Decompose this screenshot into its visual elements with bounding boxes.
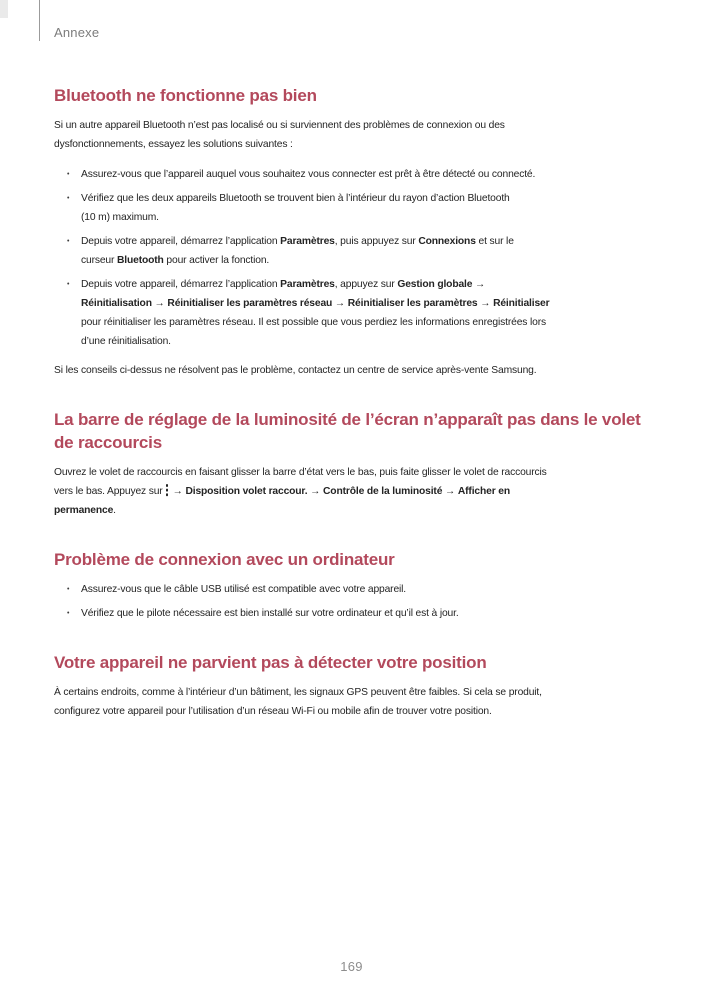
section-computer-connection bbox=[54, 548, 652, 623]
header-rule bbox=[39, 0, 40, 41]
section-title: Votre appareil ne parvient pas à détecter votre position bbox=[54, 653, 487, 672]
page-number: 169 bbox=[340, 959, 363, 974]
section-bluetooth-issue bbox=[54, 84, 652, 380]
section-title: La barre de réglage de la luminosité de l’écran n’apparaît pas dans le volet de raccourcis bbox=[54, 410, 641, 452]
paragraph: Ouvrez le volet de raccourcis en faisant glisser la barre d’état vers le bas, puis faite glisser le volet de raccourcis vers le bas. Appuyez sur → Disposition volet raccour. → Contrôle de la luminosité → Afficher en permanence. bbox=[54, 467, 547, 516]
list-item: • Depuis votre appareil, démarrez l’application Paramètres, appuyez sur Gestion globale → Réinitialisation → Réinitialiser les paramètres réseau → Réinitialiser les paramètres → Réinitialiser pour réinitialiser les paramètres réseau. Il est possible que vous perdiez les informations enregistrées lors d’une réinitialisation. bbox=[54, 275, 652, 351]
page-content bbox=[54, 84, 652, 721]
chapter-header: Annexe bbox=[54, 25, 100, 40]
list-item: • Assurez-vous que le câble USB utilisé est compatible avec votre appareil. bbox=[54, 580, 652, 599]
more-options-icon bbox=[166, 484, 169, 496]
page-edge-artifact bbox=[0, 0, 8, 18]
section-title: Bluetooth ne fonctionne pas bien bbox=[54, 86, 317, 105]
paragraph: Si les conseils ci-dessus ne résolvent pas le problème, contactez un centre de service après-vente Samsung. bbox=[54, 365, 537, 376]
section-location-detection bbox=[54, 651, 652, 721]
list-item: • Vérifiez que le pilote nécessaire est bien installé sur votre ordinateur et qu’il est à jour. bbox=[54, 604, 652, 623]
bullet-list bbox=[54, 165, 652, 351]
list-item: • Assurez-vous que l’appareil auquel vous souhaitez vous connecter est prêt à être détecté ou connecté. bbox=[54, 165, 652, 184]
section-brightness-bar bbox=[54, 408, 652, 520]
list-item: • Vérifiez que les deux appareils Bluetooth se trouvent bien à l’intérieur du rayon d’action Bluetooth (10 m) maximum. bbox=[54, 189, 652, 227]
list-item: • Depuis votre appareil, démarrez l’application Paramètres, puis appuyez sur Connexions et sur le curseur Bluetooth pour activer la fonction. bbox=[54, 232, 652, 270]
bullet-list bbox=[54, 580, 652, 623]
paragraph: Si un autre appareil Bluetooth n’est pas localisé ou si surviennent des problèmes de connexion ou des dysfonctionnements, essayez les solutions suivantes : bbox=[54, 120, 505, 150]
section-title: Problème de connexion avec un ordinateur bbox=[54, 550, 395, 569]
paragraph: À certains endroits, comme à l’intérieur d’un bâtiment, les signaux GPS peuvent être faibles. Si cela se produit, configurez votre appareil pour l’utilisation d’un réseau Wi-Fi ou mobile afin de trouver votre position. bbox=[54, 687, 542, 717]
